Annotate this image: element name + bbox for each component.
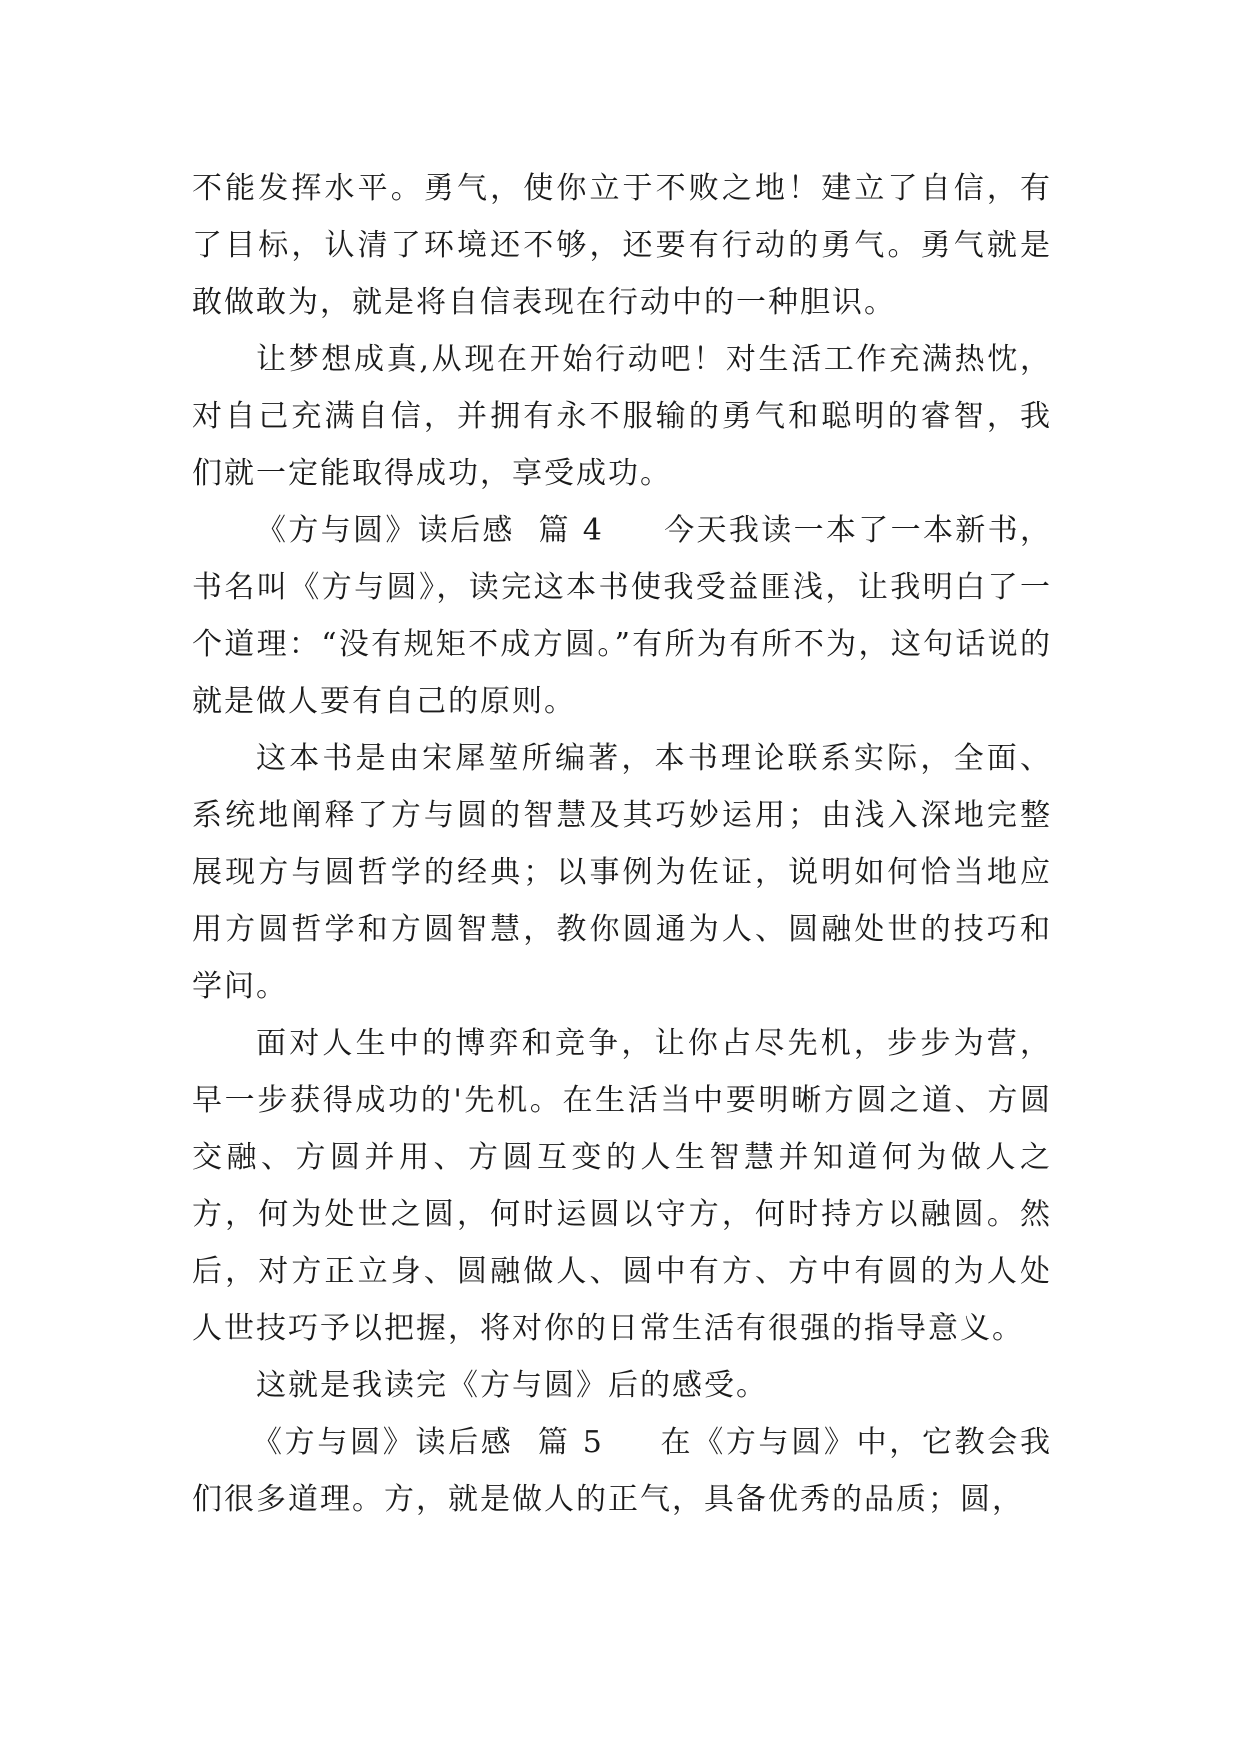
paragraph-text: 不能发挥水平。勇气，使你立于不败之地！建立了自信，有了目标，认清了环境还不够，还要有行动的勇气。勇气就是敢做敢为，就是将自信表现在行动中的一种胆识。 [192,171,1052,320]
paragraph-7 [192,1414,1052,1528]
paragraph-4 [192,730,1052,1015]
paragraph-text: 这本书是由宋犀堃所编著，本书理论联系实际，全面、系统地阐释了方与圆的智慧及其巧妙运用；由浅入深地完整展现方与圆哲学的经典；以事例为佐证，说明如何恰当地应用方圆哲学和方圆智慧，教你圆通为人、圆融处世的技巧和学问。 [192,741,1052,1004]
paragraph-text: 今天我读一本了一本新书，书名叫《方与圆》，读完这本书使我受益匪浅，让我明白了一个道理：“没有规矩不成方圆。”有所为有所不为，这句话说的就是做人要有自己的原则。 [192,513,1052,719]
paragraph-text: 这就是我读完《方与圆》后的感受。 [256,1368,768,1403]
paragraph-2 [192,331,1052,502]
section-heading: 《方与圆》读后感 篇 5 [252,1425,604,1460]
paragraph-6 [192,1357,1052,1414]
paragraph-text: 在《方与圆》中，它教会我们很多道理。方，就是做人的正气，具备优秀的品质；圆， [192,1425,1052,1517]
paragraph-5 [192,1015,1052,1357]
document-body [192,160,1052,1528]
section-heading: 《方与圆》读后感 篇 4 [256,513,604,548]
paragraph-text: 面对人生中的博弈和竞争，让你占尽先机，步步为营，早一步获得成功的'先机。在生活当中要明晰方圆之道、方圆交融、方圆并用、方圆互变的人生智慧并知道何为做人之方，何为处世之圆，何时运圆以守方，何时持方以融圆。然后，对方正立身、圆融做人、圆中有方、方中有圆的为人处人世技巧予以把握，将对你的日常生活有很强的指导意义。 [192,1026,1052,1346]
paragraph-1 [192,160,1052,331]
paragraph-text: 让梦想成真,从现在开始行动吧！对生活工作充满热忱，对自己充满自信，并拥有永不服输的勇气和聪明的睿智，我们就一定能取得成功，享受成功。 [192,342,1052,491]
paragraph-3 [192,502,1052,730]
